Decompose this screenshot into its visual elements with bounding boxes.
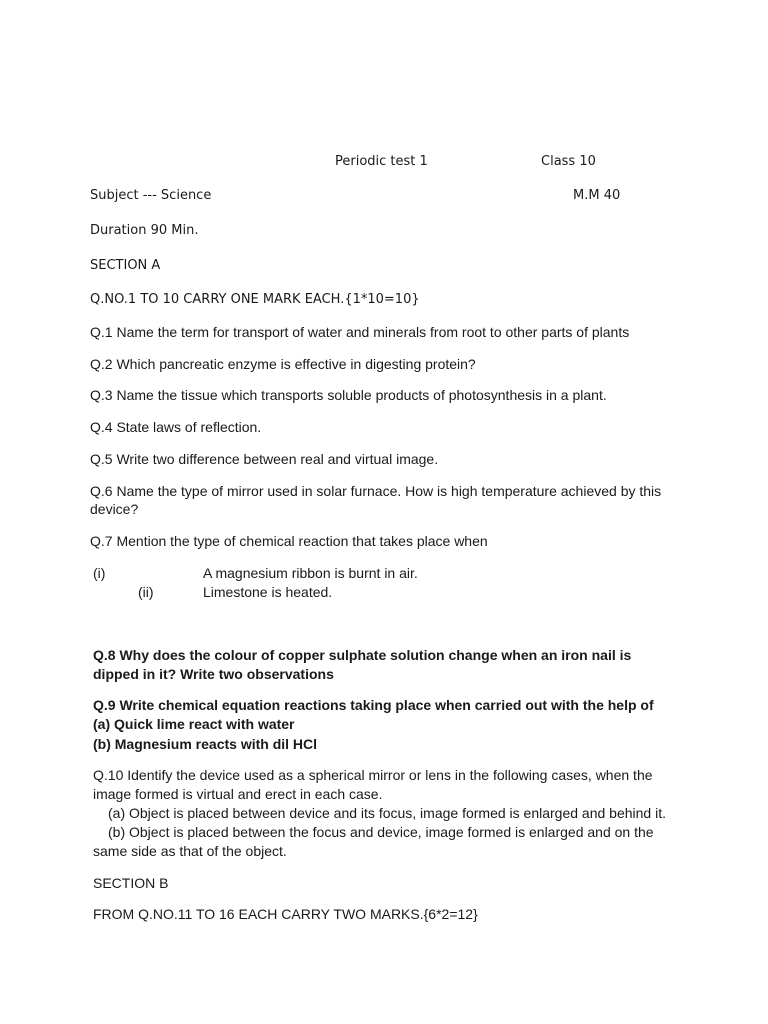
duration: Duration 90 Min.	[90, 223, 199, 238]
question-10-part-b: (b) Object is placed between the focus and device, image formed is enlarged and on the	[108, 824, 654, 840]
question-7-part-i: A magnesium ribbon is burnt in air.	[203, 565, 418, 581]
question-9-part-a: (a) Quick lime react with water	[93, 716, 295, 732]
test-title: Periodic test 1	[335, 154, 428, 169]
question-10-line-1: Q.10 Identify the device used as a spherical mirror or lens in the following cases, when the	[93, 767, 653, 783]
question-7-part-ii-number: (ii)	[138, 584, 154, 600]
section-b-instruction: FROM Q.NO.11 TO 16 EACH CARRY TWO MARKS.{6*2=12}	[93, 906, 478, 922]
section-b-heading: SECTION B	[93, 875, 169, 891]
question-7-part-ii: Limestone is heated.	[203, 584, 333, 600]
class-label: Class 10	[541, 154, 596, 169]
question-6-line-1: Q.6 Name the type of mirror used in solar furnace. How is high temperature achieved by this	[90, 483, 662, 499]
question-6-line-2: device?	[90, 501, 139, 517]
question-5: Q.5 Write two difference between real and virtual image.	[90, 451, 439, 467]
question-8-line-2: dipped in it? Write two observations	[93, 666, 334, 682]
question-7-part-i-number: (i)	[93, 565, 106, 581]
question-9-line-1: Q.9 Write chemical equation reactions taking place when carried out with the help of	[93, 697, 654, 713]
question-9-part-b: (b) Magnesium reacts with dil HCl	[93, 736, 318, 752]
question-4: Q.4 State laws of reflection.	[90, 419, 262, 435]
question-7: Q.7 Mention the type of chemical reaction that takes place when	[90, 533, 488, 549]
question-2: Q.2 Which pancreatic enzyme is effective in digesting protein?	[90, 356, 476, 372]
max-marks: M.M 40	[573, 188, 621, 203]
question-1: Q.1 Name the term for transport of water and minerals from root to other parts of plants	[90, 324, 630, 340]
subject-label: Subject --- Science	[90, 188, 212, 203]
question-3: Q.3 Name the tissue which transports soluble products of photosynthesis in a plant.	[90, 387, 607, 403]
section-a-heading: SECTION A	[90, 258, 161, 273]
question-10-line-2: image formed is virtual and erect in each case.	[93, 786, 383, 802]
question-10-part-a: (a) Object is placed between device and its focus, image formed is enlarged and behind it.	[108, 805, 666, 821]
question-8-line-1: Q.8 Why does the colour of copper sulphate solution change when an iron nail is	[93, 647, 632, 663]
question-10-line-5: same side as that of the object.	[93, 843, 287, 859]
section-a-instruction: Q.NO.1 TO 10 CARRY ONE MARK EACH.{1*10=10}	[90, 292, 420, 307]
